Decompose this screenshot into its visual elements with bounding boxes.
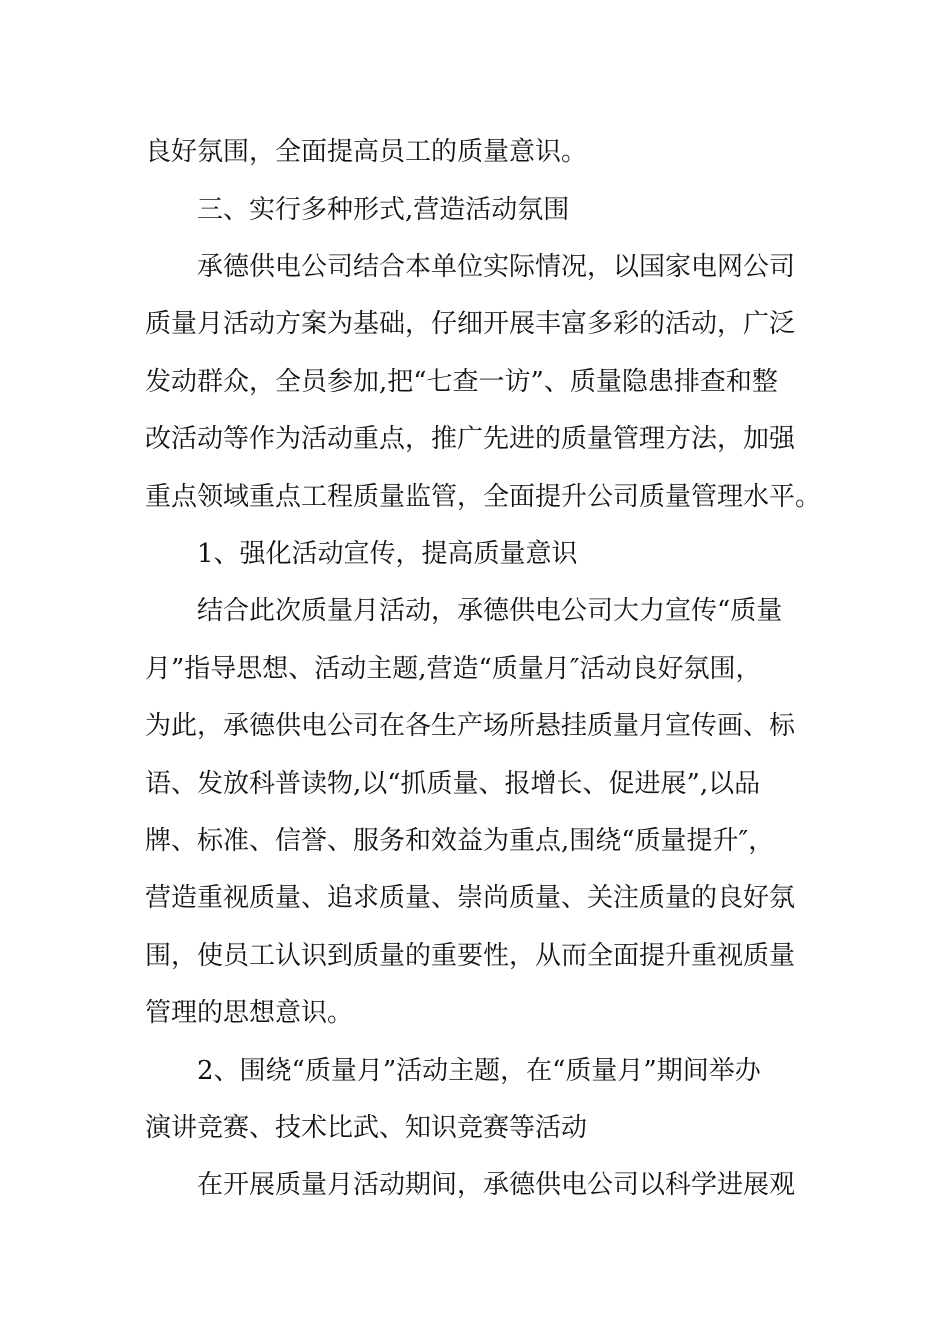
text-line: 良好氛围，全面提高员工的质量意识。: [145, 137, 588, 167]
text-line: 重点领域重点工程质量监管，全面提升公司质量管理水平。: [145, 482, 822, 512]
text-line: 改活动等作为活动重点，推广先进的质量管理方法，加强: [145, 424, 796, 454]
text-line: 发动群众，全员参加,把“七查一访”、质量隐患排查和整: [145, 367, 778, 397]
text-line: 语、发放科普读物,以“抓质量、报增长、促进展”,以品: [145, 769, 761, 799]
text-line: 演讲竞赛、技术比武、知识竞赛等活动: [145, 1113, 588, 1143]
text-line: 牌、标准、信誉、服务和效益为重点,围绕“质量提升″，: [145, 826, 775, 856]
text-line: 管理的思想意识。: [145, 998, 354, 1028]
text-line: 在开展质量月活动期间，承德供电公司以科学进展观: [197, 1170, 796, 1200]
text-line: 营造重视质量、追求质量、崇尚质量、关注质量的良好氛: [145, 883, 796, 913]
text-line: 承德供电公司结合本单位实际情况，以国家电网公司: [197, 252, 796, 282]
text-line: 质量月活动方案为基础，仔细开展丰富多彩的活动，广泛: [145, 309, 796, 339]
text-line: 结合此次质量月活动，承德供电公司大力宣传“质量: [197, 596, 783, 626]
subsection-heading: 2、围绕“质量月”活动主题，在“质量月”期间举办: [197, 1056, 761, 1086]
text-line: 为此，承德供电公司在各生产场所悬挂质量月宣传画、标: [145, 711, 796, 741]
section-heading: 三、实行多种形式,营造活动氛围: [197, 195, 570, 225]
text-line: 围，使员工认识到质量的重要性，从而全面提升重视质量: [145, 941, 796, 971]
text-line: 月”指导思想、活动主题,营造“质量月″活动良好氛围，: [145, 654, 762, 684]
subsection-heading: 1、强化活动宣传，提高质量意识: [197, 539, 578, 569]
